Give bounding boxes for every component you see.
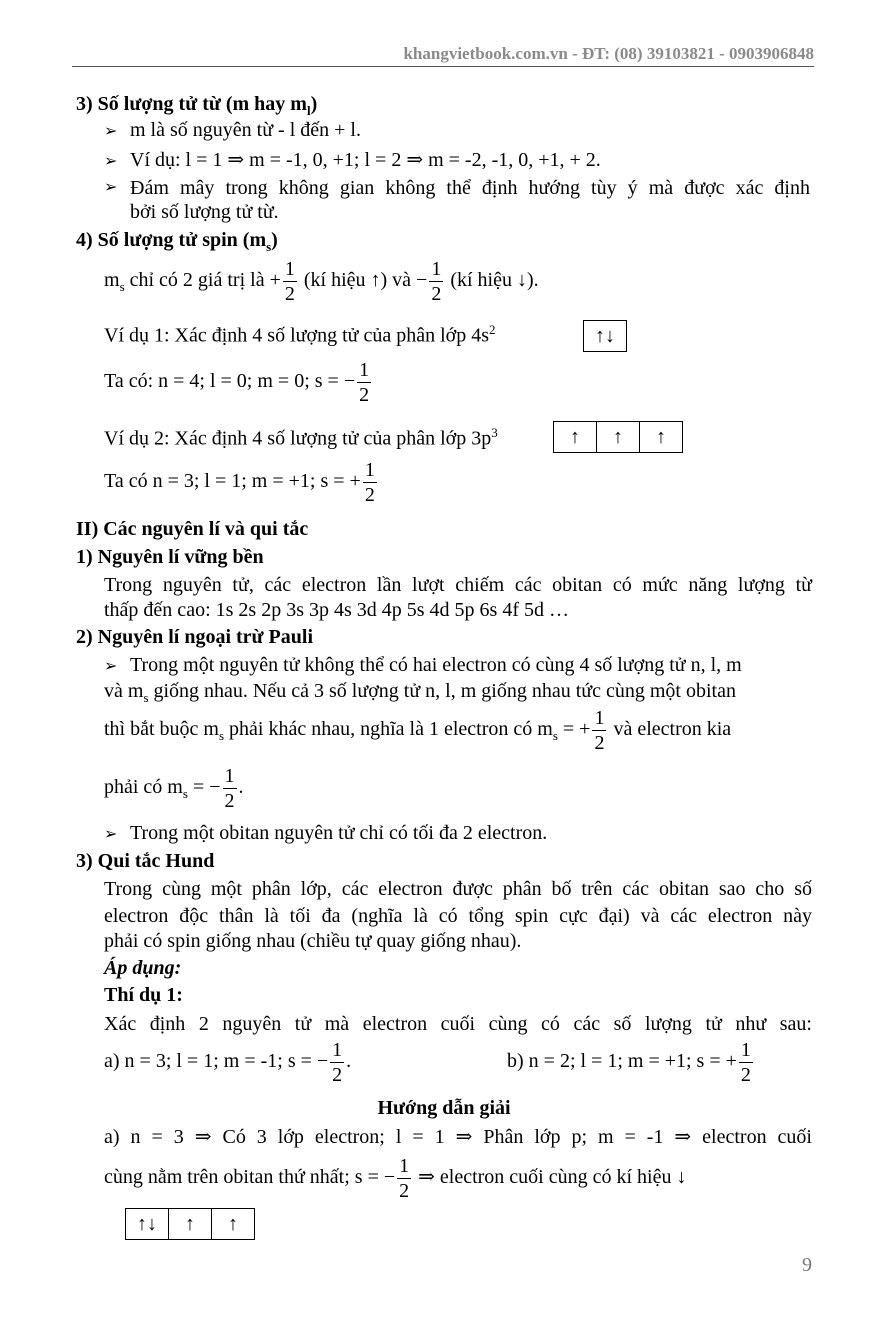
arrow-bullet-icon: ➢ bbox=[104, 123, 118, 140]
td1-line: Xác định 2 nguyên tử mà electron cuối cùng có các số lượng tử như sau: bbox=[104, 1013, 812, 1035]
orbital-box-4s bbox=[583, 320, 627, 352]
bullet-2: ➢ Ví dụ: l = 1 ⇒ m = -1, 0, +1; l = 2 ⇒ m = -2, -1, 0, +1, + 2. bbox=[104, 149, 601, 171]
section-4-title: 4) Số lượng tử spin $(m_s)$ bbox=[76, 229, 278, 254]
solution-line-1: a) n = 3 ⇒ Có 3 lớp electron; l = 1 ⇒ Phân lớp p; m = -1 ⇒ electron cuối bbox=[104, 1126, 812, 1148]
td1-b: b) n = 2; l = 1; m = +1; s = + $\frac{1}{2}$ bbox=[507, 1039, 751, 1086]
header-rule bbox=[72, 66, 814, 67]
section-3-title: 3) Số lượng tử từ (m hay $m_l$) bbox=[76, 93, 318, 118]
arrow-bullet-icon: ➢ bbox=[104, 826, 118, 843]
example-2: Ví dụ 2: Xác định 4 số lượng tử của phân lớp $3p^3$ bbox=[104, 425, 498, 450]
pauli-line-1: ➢ Trong một nguyên tử không thể có hai electron có cùng 4 số lượng tử n, l, m bbox=[104, 654, 742, 676]
pauli-line-4: phải có $m_s$ = − $\frac{1}{2}$ . bbox=[104, 765, 244, 812]
orbital-cell: ↑↓ bbox=[595, 324, 615, 347]
solution-title: Hướng dẫn giải bbox=[377, 1097, 511, 1119]
orbital-box-answer bbox=[125, 1208, 255, 1240]
example-td1: Thí dụ 1: bbox=[104, 984, 183, 1006]
principle-1-line-1: Trong nguyên tử, các electron lần lượt chiếm các obitan có mức năng lượng từ bbox=[104, 574, 812, 596]
hund-line-1: Trong cùng một phân lớp, các electron được phân bố trên các obitan sao cho số bbox=[104, 878, 812, 900]
hund-line-2: electron độc thân là tối đa (nghĩa là có tổng spin cực đại) và các electron này bbox=[104, 905, 812, 927]
principle-1-line-2: thấp đến cao: 1s 2s 2p 3s 3p 4s 3d 4p 5s 4d 5p 6s 4f 5d … bbox=[104, 599, 569, 621]
hund-line-3: phải có spin giống nhau (chiều tự quay giống nhau). bbox=[104, 930, 522, 952]
orbital-cell: ↑ bbox=[169, 1209, 212, 1239]
hund-title: 3) Qui tắc Hund bbox=[76, 850, 215, 872]
page-number: 9 bbox=[802, 1254, 812, 1276]
example-1: Ví dụ 1: Xác định 4 số lượng tử của phân lớp $4s^2$ bbox=[104, 322, 496, 347]
orbital-box-3p bbox=[553, 421, 683, 453]
solution-line-2: cùng nằm trên obitan thứ nhất; s = − $\frac{1}{2}$ ⇒ electron cuối cùng có kí hiệu ↓ bbox=[104, 1155, 687, 1202]
orbital-cell: ↑↓ bbox=[126, 1209, 169, 1239]
pauli-line-3: thì bắt buộc $m_s$ phải khác nhau, nghĩa là 1 electron có $m_s$ = + $\frac{1}{2}$ và electron kia bbox=[104, 707, 732, 754]
orbital-cell: ↑ bbox=[228, 1212, 238, 1235]
section-II-title: II) Các nguyên lí và qui tắc bbox=[76, 518, 309, 540]
principle-1-title: 1) Nguyên lí vững bền bbox=[76, 546, 264, 568]
principle-2-title: 2) Nguyên lí ngoại trừ Pauli bbox=[76, 626, 314, 648]
bullet-1: ➢ m là số nguyên từ - l đến + l. bbox=[104, 119, 361, 141]
spin-values-line: $m_s$ chỉ có 2 giá trị là + $\frac{1}{2}$ (kí hiệu ↑) và − $\frac{1}{2}$ (kí hiệu ↓). bbox=[104, 258, 539, 305]
arrow-bullet-icon: ➢ bbox=[104, 153, 118, 170]
arrow-bullet-icon: ➢ bbox=[104, 179, 118, 196]
example-1-answer: Ta có: n = 4; l = 0; m = 0; s = − $\frac{1}{2}$ bbox=[104, 359, 370, 406]
header-phone: - ĐT: (08) 39103821 - 0903906848 bbox=[572, 44, 814, 63]
arrow-bullet-icon: ➢ bbox=[104, 658, 118, 675]
orbital-cell: ↑ bbox=[597, 422, 640, 452]
orbital-cell: ↑ bbox=[656, 425, 666, 448]
td1-a: a) n = 3; l = 1; m = -1; s = − $\frac{1}{2}$ . bbox=[104, 1039, 352, 1086]
orbital-cell: ↑ bbox=[554, 422, 597, 452]
example-2-answer: Ta có n = 3; l = 1; m = +1; s = + $\frac{1}{2}$ bbox=[104, 459, 375, 506]
bullet-3: ➢ Đám mây trong không gian không thể định hướng tùy ý mà được xác định bởi số lượng tử từ. bbox=[104, 177, 810, 223]
apply-heading: Áp dụng: bbox=[104, 957, 182, 979]
pauli-line-2: và $m_s$ giống nhau. Nếu cả 3 số lượng tử n, l, m giống nhau tức cùng một obitan bbox=[104, 680, 736, 705]
header-site: khangvietbook.com.vn bbox=[403, 44, 568, 63]
page-header bbox=[403, 44, 814, 64]
pauli-bullet-2: ➢ Trong một obitan nguyên tử chỉ có tối đa 2 electron. bbox=[104, 822, 548, 844]
